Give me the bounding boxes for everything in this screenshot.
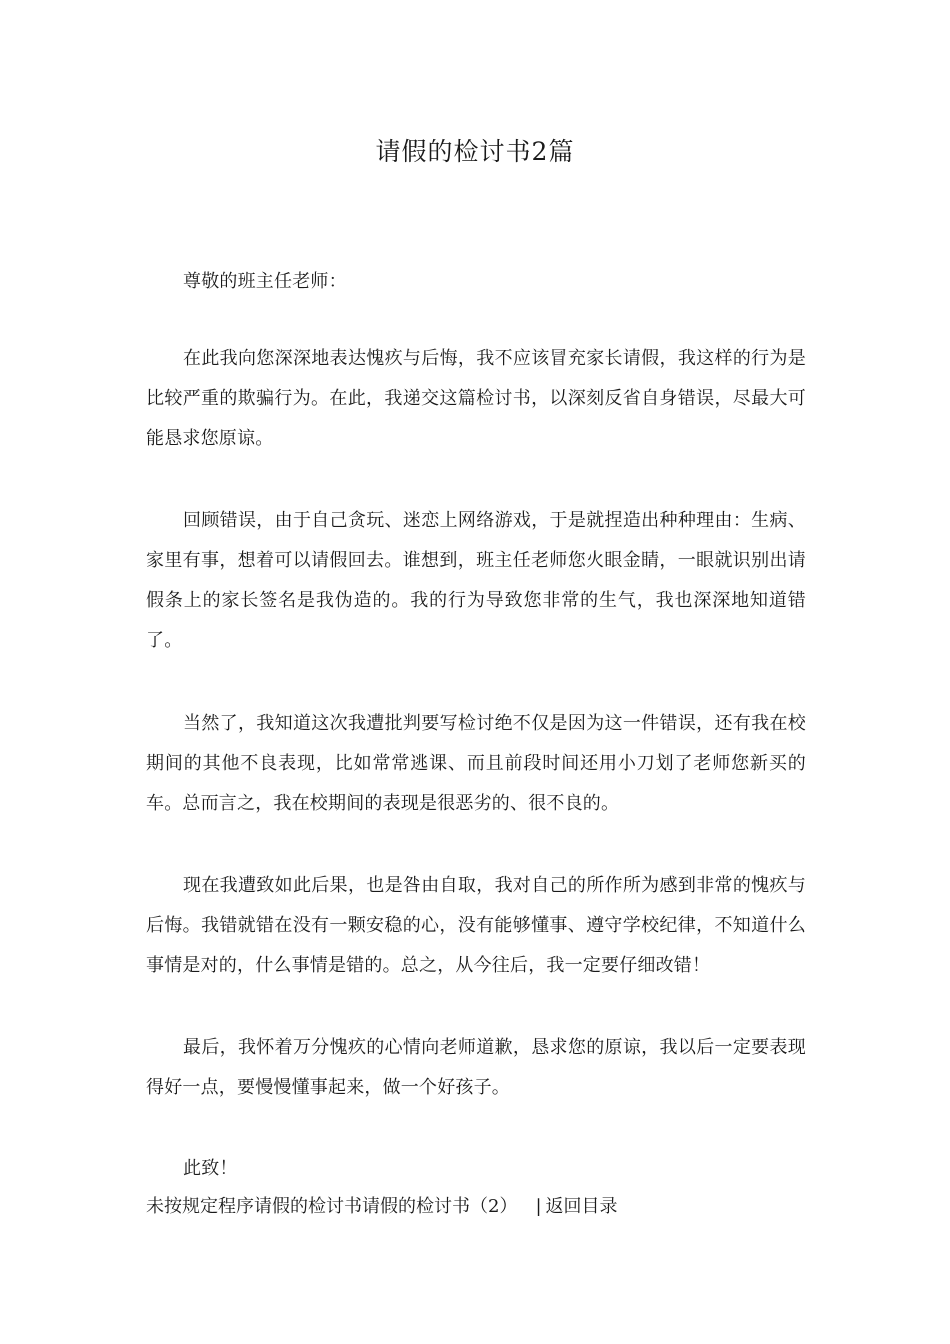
- salutation: 尊敬的班主任老师：: [183, 271, 347, 292]
- paragraph-text: 最后，我怀着万分愧疚的心情向老师道歉，恳求您的原谅，我以后一定要表现得好一点，要慢慢懂事起来，做一个好孩子。: [146, 1037, 806, 1098]
- table-of-contents-link[interactable]: 返回目录: [545, 1196, 618, 1217]
- paragraph-2: [146, 501, 806, 661]
- paragraph-5: [146, 1028, 806, 1108]
- paragraph-1: [146, 339, 806, 459]
- link-separator: |: [535, 1196, 542, 1217]
- paragraph-text: 现在我遭致如此后果，也是咎由自取，我对自己的所作所为感到非常的愧疚与后悔。我错就错在没有一颗安稳的心，没有能够懂事、遵守学校纪律，不知道什么事情是对的，什么事情是错的。总之，从今往后，我一定要仔细改错！: [146, 875, 806, 976]
- document-title: 请假的检讨书2篇: [375, 137, 575, 166]
- paragraph-text: 回顾错误，由于自己贪玩、迷恋上网络游戏，于是就捏造出种种理由：生病、家里有事，想着可以请假回去。谁想到，班主任老师您火眼金睛，一眼就识别出请假条上的家长签名是我伪造的。我的行为导致您非常的生气，我也深深地知道错了。: [146, 510, 806, 651]
- footer-nav: [146, 1192, 618, 1222]
- paragraph-4: [146, 866, 806, 986]
- paragraph-3: [146, 704, 806, 824]
- closing-line: 此致！: [183, 1158, 238, 1179]
- paragraph-text: 当然了，我知道这次我遭批判要写检讨绝不仅是因为这一件错误，还有我在校期间的其他不良表现，比如常常逃课、而且前段时间还用小刀划了老师您新买的车。总而言之，我在校期间的表现是很恶劣的、很不良的。: [146, 713, 806, 814]
- paragraph-text: 在此我向您深深地表达愧疚与后悔，我不应该冒充家长请假，我这样的行为是比较严重的欺骗行为。在此，我递交这篇检讨书，以深刻反省自身错误，尽最大可能恳求您原谅。: [146, 348, 806, 449]
- prev-article-link[interactable]: 未按规定程序请假的检讨书请假的检讨书（2）: [146, 1196, 518, 1217]
